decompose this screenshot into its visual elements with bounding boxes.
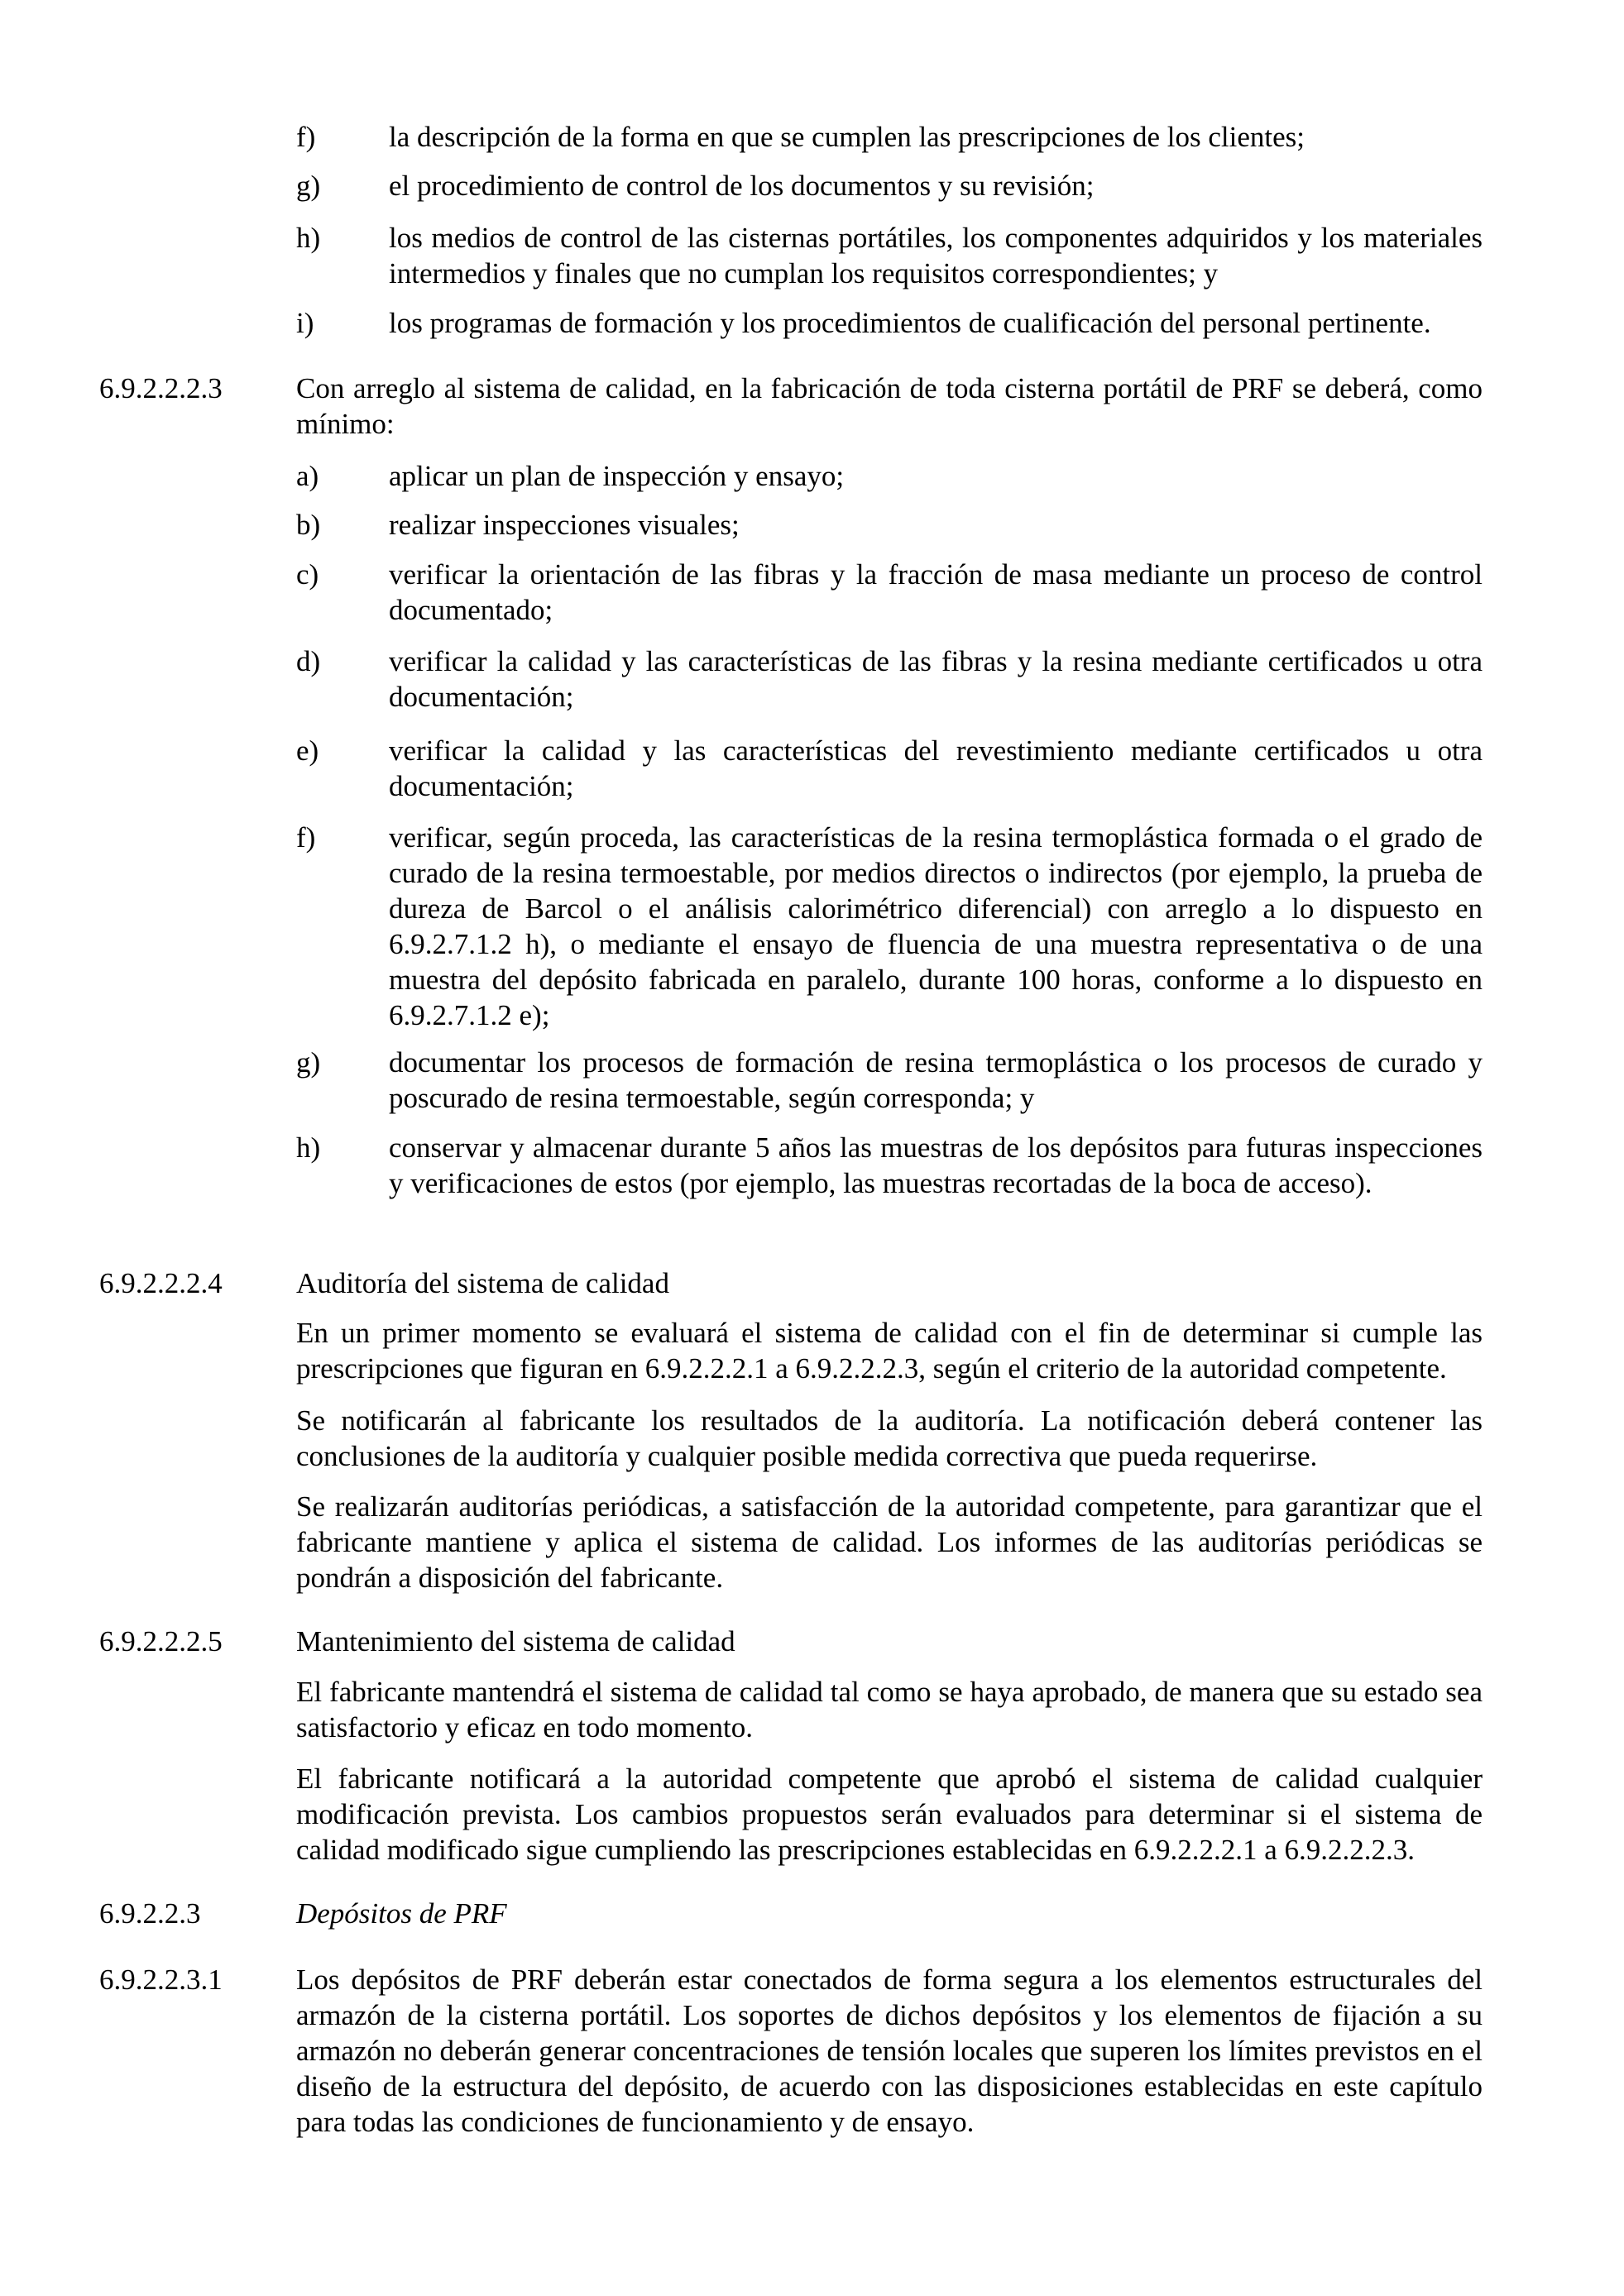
list-item-label: g) — [296, 1046, 321, 1079]
paragraph — [0, 1761, 1624, 1868]
paragraph — [0, 1315, 1624, 1386]
paragraph — [0, 1674, 1624, 1745]
list-item-label: f) — [296, 821, 316, 854]
list-item — [0, 168, 1624, 203]
section-number: 6.9.2.2.2.4 — [99, 1267, 223, 1299]
paragraph-text: Se realizarán auditorías periódicas, a satisfacción de la autoridad competente, para garantizar que el fabricante mantiene y aplica el sistema de calidad. Los informes de las auditorías periódicas se pondrán a disposición del fabricante. — [296, 1490, 1483, 1594]
list-item — [0, 1130, 1624, 1236]
paragraph-text: En un primer momento se evaluará el sistema de calidad con el fin de determinar si cumple las prescripciones que figuran en 6.9.2.2.2.1 a 6.9.2.2.2.3, según el criterio de la autoridad competente. — [296, 1317, 1483, 1385]
list-item-text: los programas de formación y los procedimientos de cualificación del personal pertinente. — [389, 307, 1431, 339]
paragraph-text: Los depósitos de PRF deberán estar conectados de forma segura a los elementos estructurales del armazón de la cisterna portátil. Los soportes de dichos depósitos y los elementos de fijación a su armazón no deberán generar concentraciones de tensión locales que superen los límites previstos en el diseño de la estructura del depósito, de acuerdo con las disposiciones establecidas en este capítulo para todas las condiciones de funcionamiento y de ensayo. — [296, 1964, 1483, 2138]
list-item-label: b) — [296, 509, 321, 541]
section-heading: Mantenimiento del sistema de calidad — [296, 1625, 735, 1657]
list-item-label: d) — [296, 645, 321, 677]
list-item-text: los medios de control de las cisternas portátiles, los componentes adquiridos y los materiales intermedios y finales que no cumplan los requisitos correspondientes; y — [389, 222, 1483, 289]
list-item-label: f) — [296, 121, 316, 153]
section-6-9-2-2-2-3 — [0, 371, 1624, 442]
list-item-label: h) — [296, 222, 321, 254]
list-item — [0, 305, 1624, 341]
section-intro: Con arreglo al sistema de calidad, en la fabricación de toda cisterna portátil de PRF se deberá, como mínimo: — [296, 372, 1483, 440]
list-item-text: verificar, según proceda, las características de la resina termoplástica formada o el grado de curado de la resina termoestable, por medios directos o indirectos (por ejemplo, la prueba de dureza de Barcol o el análisis calorimétrico diferencial) con arreglo a lo dispuesto en 6.9.2.7.1.2 h), o mediante el ensayo de fluencia de una muestra representativa o de una muestra del depósito fabricada en paralelo, durante 100 horas, conforme a lo dispuesto en 6.9.2.7.1.2 e); — [389, 821, 1483, 1031]
section-6-9-2-2-3 — [0, 1896, 1624, 1931]
paragraph-text: Se notificarán al fabricante los resultados de la auditoría. La notificación deberá contener las conclusiones de la auditoría y cualquier posible medida correctiva que pueda requerirse. — [296, 1404, 1483, 1472]
list-item — [0, 220, 1624, 291]
section-number: 6.9.2.2.3 — [99, 1897, 201, 1930]
list-item-text: el procedimiento de control de los documentos y su revisión; — [389, 170, 1095, 202]
list-item-label: i) — [296, 307, 314, 339]
list-item-label: h) — [296, 1131, 321, 1164]
list-item-label: c) — [296, 558, 319, 591]
list-item — [0, 458, 1624, 494]
section-6-9-2-2-2-5 — [0, 1624, 1624, 1659]
paragraph — [0, 1403, 1624, 1474]
section-heading: Depósitos de PRF — [296, 1897, 507, 1930]
list-item-text: verificar la calidad y las características de las fibras y la resina mediante certificados u otra documentación; — [389, 645, 1483, 713]
list-item — [0, 643, 1624, 715]
list-item-text: realizar inspecciones visuales; — [389, 509, 740, 541]
list-item-text: verificar la calidad y las características del revestimiento mediante certificados u otra documentación; — [389, 734, 1483, 802]
list-item-label: e) — [296, 734, 319, 767]
list-item-text: documentar los procesos de formación de resina termoplástica o los procesos de curado y poscurado de resina termoestable, según corresponda; y — [389, 1046, 1483, 1114]
list-item-text: verificar la orientación de las fibras y la fracción de masa mediante un proceso de control documentado; — [389, 558, 1483, 626]
list-item — [0, 733, 1624, 804]
list-item-text: conservar y almacenar durante 5 años las muestras de los depósitos para futuras inspecciones y verificaciones de estos (por ejemplo, las muestras recortadas de la boca de acceso). — [389, 1131, 1483, 1199]
section-heading: Auditoría del sistema de calidad — [296, 1267, 669, 1299]
paragraph-text: El fabricante mantendrá el sistema de calidad tal como se haya aprobado, de manera que su estado sea satisfactorio y eficaz en todo momento. — [296, 1676, 1483, 1744]
paragraph-text: El fabricante notificará a la autoridad competente que aprobó el sistema de calidad cualquier modificación prevista. Los cambios propuestos serán evaluados para determinar si el sistema de calidad modificado sigue cumpliendo las prescripciones establecidas en 6.9.2.2.2.1 a 6.9.2.2.2.3. — [296, 1763, 1483, 1866]
section-6-9-2-2-3-1 — [0, 1962, 1624, 2140]
list-item-text: aplicar un plan de inspección y ensayo; — [389, 460, 845, 492]
list-item — [0, 820, 1624, 1033]
section-6-9-2-2-2-4 — [0, 1265, 1624, 1301]
list-item-text: la descripción de la forma en que se cumplen las prescripciones de los clientes; — [389, 121, 1305, 153]
list-item — [0, 507, 1624, 543]
section-number: 6.9.2.2.2.3 — [99, 372, 223, 404]
section-number: 6.9.2.2.2.5 — [99, 1625, 223, 1657]
list-item — [0, 119, 1624, 155]
list-item — [0, 557, 1624, 628]
section-number: 6.9.2.2.3.1 — [99, 1964, 223, 1996]
list-item — [0, 1045, 1624, 1116]
paragraph — [0, 1489, 1624, 1595]
list-item-label: g) — [296, 170, 321, 202]
list-item-label: a) — [296, 460, 319, 492]
